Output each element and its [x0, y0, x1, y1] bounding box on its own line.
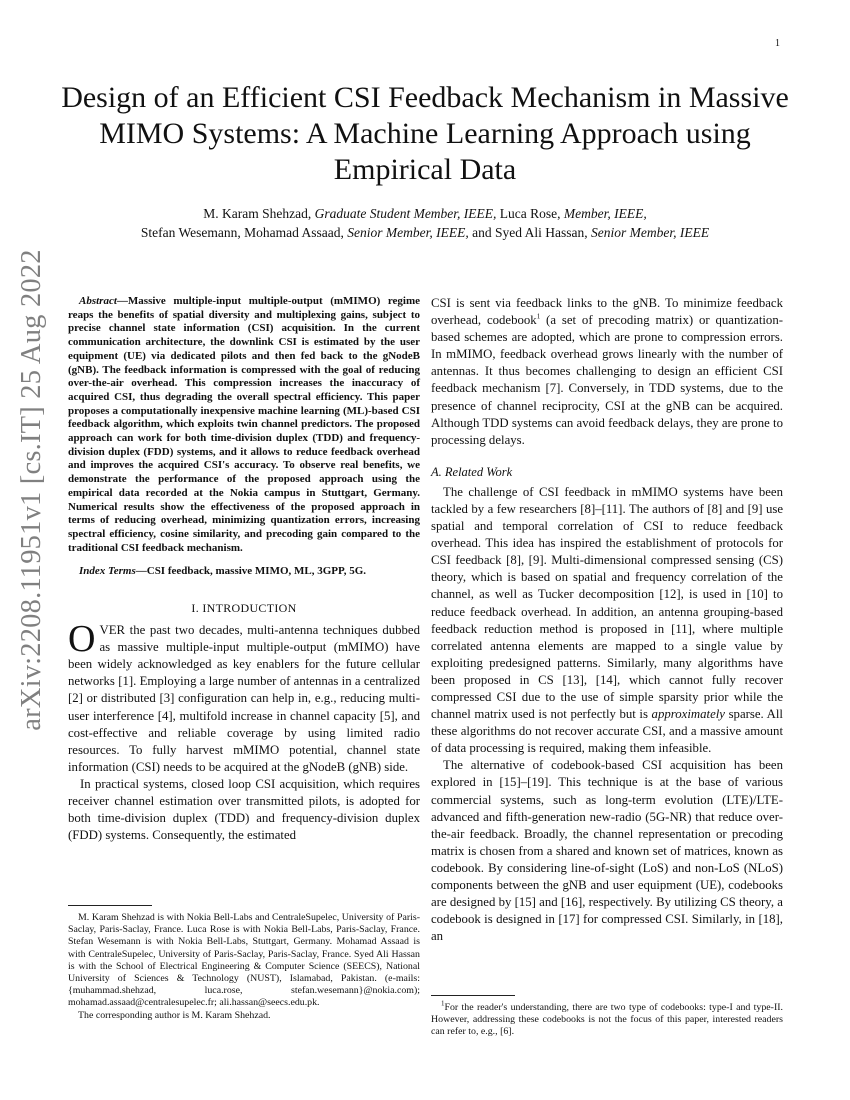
- footnote-marker[interactable]: 1: [536, 312, 541, 321]
- author-line-1: M. Karam Shehzad, Graduate Student Member, IEEE, Luca Rose, Member, IEEE,: [203, 206, 647, 221]
- intro-paragraph-2-continued: CSI is sent via feedback links to the gNB. To minimize feedback overhead, codebook$^1$ (a set of precoding matrix) or quantization-based schemes are adopted, which are prone to compression errors. In mMIMO, feedback overhead grows linearly with the number of antennas. It thus becomes challenging to design an efficient CSI feedback mechanism [7]. Conversely, in TDD systems, due to the presence of channel reciprocity, CSI at the gNB can be acquired. Although TDD systems can avoid feedback delays, they are prone to processing delays.: [431, 296, 783, 447]
- footnote-rule-left: [68, 905, 152, 906]
- right-column: [431, 295, 783, 945]
- page-number: 1: [775, 38, 780, 49]
- author-list: [50, 204, 800, 242]
- related-work-paragraph-1: The challenge of CSI feedback in mMIMO systems have been tackled by a few researchers [8]–[11]. The authors of [8] and [9] use spatial and temporal correlation of CSI to reduce feedback overhead. This idea has inspired the establishment of protocols for CSI feedback [8], [9]. Multi-dimensional compressed sensing (CS) theory, which is based on spatial and frequency correlation of the channel, as well as Tucker decomposition [12], is used in [10] to reduce feedback overhead. In addition, an antenna grouping-based feedback reduction method is proposed in [11], where multiple correlated antenna elements are mapped to a single value by exploiting predesigned patterns. Similarly, many algorithms have been proposed in CS [13], [14], which cannot fully recover compressed CSI due to the use of simple sparsity prior while the channel matrix used is not perfectly but is approximately sparse. All these algorithms do not recover accurate CSI, and a massive amount of data processing is required, making them infeasible.: [431, 484, 783, 756]
- abstract: Abstract—Massive multiple-input multiple-output (mMIMO) regime reaps the benefits of spatial diversity and multiplexing gains, subject to precise channel state information (CSI) acquisition. In the current communication architecture, the downlink CSI is estimated by the user equipment (UE) via dedicated pilots and then fed back to the gNodeB (gNB). The feedback information is compressed with the goal of reducing over-the-air overhead. This compression increases the inaccuracy of acquired CSI, thus degrading the overall spectral efficiency. This paper proposes a computationally inexpensive machine learning (ML)-based CSI feedback algorithm, which exploits twin channel predictors. The proposed approach can work for both time-division duplex (TDD) and frequency-division duplex (FDD) systems, and it allows to reduce feedback overhead and improves the acquired CSI's accuracy. To observe real benefits, we demonstrate the performance of the proposed approach using the empirical data recorded at the Nokia campus in Stuttgart, Germany. Numerical results show the effectiveness of the proposed approach in terms of reducing overhead, minimizing quantization errors, increasing spectral efficiency, cosine similarity, and precoding gain compared to the traditional CSI feedback mechanism.: [68, 295, 420, 554]
- arxiv-stamp: [12, 249, 52, 731]
- left-column: [68, 295, 420, 844]
- author-affiliations-footnote: [68, 912, 420, 1022]
- index-terms: Index Terms—CSI feedback, massive MIMO, ML, 3GPP, 5G.: [79, 565, 367, 578]
- affiliations-text: M. Karam Shehzad is with Nokia Bell-Labs and CentraleSupelec, University of Paris-Saclay, Paris-Saclay, France. Luca Rose is with Nokia Bell-Labs, Paris-Saclay, France. Stefan Wesemann is with Nokia Bell-Labs, Stuttgart, Germany. Mohamad Assaad is with CentraleSupelec, University of Paris-Saclay, Paris-Saclay, France. Syed Ali Hassan is with the School of Electrical Engineering & Computer Science (SEECS), National University of Sciences & Technology (NUST), Islamabad, Pakistan. (e-mails: {muhammad.shehzad, luca.rose, stefan.wesemann}@nokia.com); mohamad.assaad@centralesupelec.fr; ali.hassan@seecs.edu.pk.: [68, 912, 420, 1009]
- corresponding-author: The corresponding author is M. Karam Shehzad.: [78, 1009, 271, 1021]
- intro-paragraph-2: In practical systems, closed loop CSI acquisition, which requires receiver channel estimation over transmitted pilots, is adopted for both time-division duplex (TDD) and frequency-division duplex (FDD) systems. Consequently, the estimated: [68, 776, 420, 843]
- author-line-2: Stefan Wesemann, Mohamad Assaad, Senior Member, IEEE, and Syed Ali Hassan, Senior Member, IEEE: [140, 225, 710, 240]
- related-work-paragraph-2: The alternative of codebook-based CSI acquisition has been explored in [15]–[19]. This technique is at the base of various commercial systems, such as long-term evolution (LTE)/LTE-advanced and fifth-generation new-radio (5G-NR) that reduce over-the-air feedback. Broadly, the channel representation or precoding matrix is chosen from a shared and known set of matrices, known as codebook. By considering line-of-sight (LoS) and non-LoS (NLoS) components between the gNB and user equipment (UE), codebooks are designed by [15] and [16], respectively. By utilizing CS theory, a codebook is designed in [17] for compressed CSI. Similarly, in [18], an: [431, 758, 783, 944]
- codebook-footnote: $^1$For the reader's understanding, there are two type of codebooks: type-I and type-II. However, addressing these codebooks is not the focus of this paper, interested readers can refer to, e.g., [6].: [431, 999, 783, 1038]
- drop-cap: O: [68, 618, 96, 661]
- intro-paragraph-1: OVER the past two decades, multi-antenna techniques dubbed as massive multiple-input multiple-output (mMIMO) have been widely acknowledged as key enablers for the future cellular networks [1]. Employing a large number of antennas in a centralized [2] or distributed [3] configuration can help in, e.g., reducing multi-user interference [4], multifold increase in channel capacity [5], and cost-effective and reliable coverage by using limited radio resources. To fully harvest mMIMO potential, channel state information (CSI) needs to be acquired at the gNodeB (gNB) side.: [68, 618, 420, 774]
- paper-title: Design of an Efficient CSI Feedback Mechanism in Massive MIMO Systems: A Machine Learning Approach using Empirical Data: [61, 81, 789, 186]
- section-heading-introduction: I. INTRODUCTION: [191, 601, 297, 616]
- footnote-rule-right: [431, 995, 515, 996]
- subsection-heading-related-work: A. Related Work: [431, 464, 513, 479]
- arxiv-identifier[interactable]: arXiv:2208.11951v1 [cs.IT] 25 Aug 2022: [16, 249, 47, 731]
